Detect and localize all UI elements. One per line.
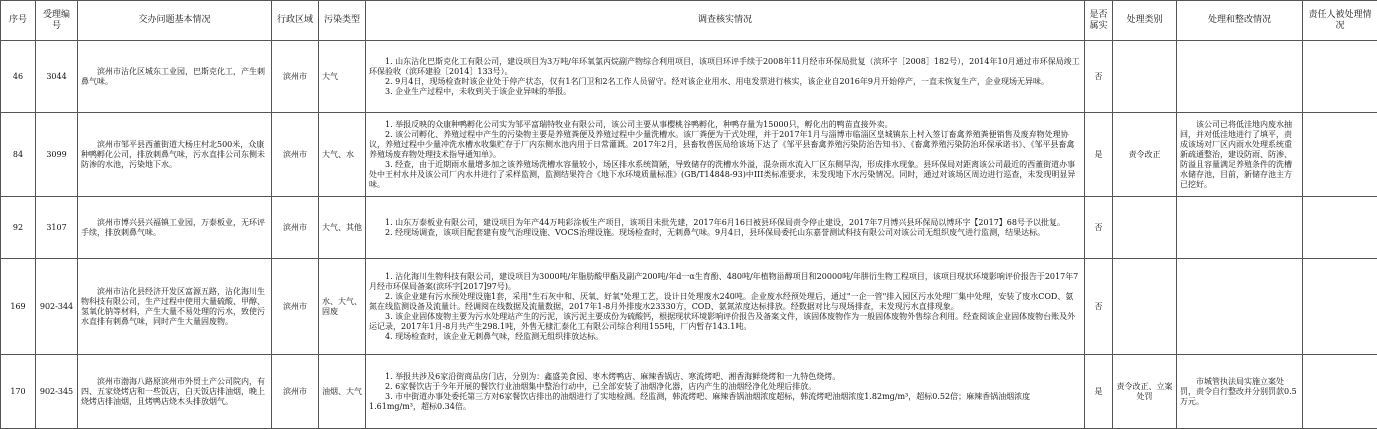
cell-accountability [1303, 113, 1377, 197]
investigation-line: 2. 9月4日，现场检查时该企业处于停产状态，仅有1名门卫和2名工作人员留守。经对该企业用水、用电发票进行核实，该企业自2016年9月开始停产，一直未恢复生产，企业现场无异味。 [385, 76, 1049, 86]
cell-pollution: 油烟、大气 [319, 355, 366, 429]
cell-region: 滨州市 [272, 259, 319, 355]
investigation-line: 1. 举报反映的众康种鸭孵化公司实为邹平富瑞特牧业有限公司，该公司主要从事樱桃谷鸭孵化，种鸭存量为15000只，孵化出的鸭苗直接外卖。 [385, 119, 893, 129]
investigation-line: 3. 该企业固体废物主要为污水处理站产生的污泥，该污泥主要成份为硫酸钙，根据现状环境影响评价报告及备案文件，该固体废物作为一般固体废物外售综合利用。经查阅该企业固体废物台账及外运记录，2017年1月-8月共产生298.1吨，外售无棣汇泰化工有限公司综合利用155吨，厂内暂存143.1吨。 [369, 311, 1076, 331]
cell-region: 滨州市 [272, 113, 319, 197]
cell-investigation [366, 259, 1085, 355]
header-category: 处理类别 [1113, 1, 1177, 41]
header-rectify: 处理和整改情况 [1177, 1, 1303, 41]
cell-region: 滨州市 [272, 41, 319, 113]
investigation-line: 3. 市中街道办事处委托第三方对6家餐饮店排出的油烟进行了实地检测。经监测，韩流烤吧、麻辣香锅油烟浓度超标，韩流烤吧油烟浓度1.82mg/m³，超标0.52倍；麻辣香锅油烟浓度1.61mg/m³，超标0.34倍。 [369, 391, 1031, 411]
header-problem: 交办问题基本情况 [78, 1, 272, 41]
cell-category: 责令改正 [1113, 113, 1177, 197]
cell-investigation [366, 355, 1085, 429]
cell-accountability [1303, 355, 1377, 429]
cell-pollution: 大气 [319, 41, 366, 113]
cell-problem: 滨州市沾化区城东工业园，巴斯克化工，产生刺鼻气味。 [78, 41, 272, 113]
investigation-line: 2. 该公司孵化、养殖过程中产生的污染物主要是养殖粪便及养殖过程中少量洗槽水。该厂粪便为干式处理，并于2017年1月与淄博市临淄区皇城镇东上村入签订畜禽养殖粪便销售及废弃物处理协议，养殖过程中少量冲洗水槽水收集贮存于厂内东侧水池内用于日常灌溉。2017年2月，县畜牧兽医局给该场下达了《邹平县畜禽养殖污染防治告知书》、《畜禽养殖污染防治环保承诺书》、《邹平县畜禽养殖场废弃物处理技术指导通知单》。 [369, 129, 1075, 159]
cell-seq: 170 [1, 355, 36, 429]
cell-id: 3099 [36, 113, 78, 197]
investigation-line: 3. 企业生产过程中，未收到关于该企业异味的举报。 [385, 86, 572, 96]
cell-category: 责令改正、立案处罚 [1113, 355, 1177, 429]
investigation-line: 1. 山东万泰板业有限公司，建设项目为年产44万吨彩涂板生产项目，该项目未批先建，2017年6月16日被县环保局责令停止建设，2017年7月博兴县环保局以博环字【2017】68号予以批复。 [385, 217, 1065, 227]
cell-true: 否 [1085, 197, 1113, 259]
table-row [1, 41, 1377, 113]
cell-accountability [1303, 197, 1377, 259]
cell-id: 902-344 [36, 259, 78, 355]
cell-seq: 84 [1, 113, 36, 197]
cell-problem: 滨州市博兴县兴福镇工业园，万泰板业，无环评手续，排放刺鼻气味。 [78, 197, 272, 259]
cell-id: 3044 [36, 41, 78, 113]
cell-region: 滨州市 [272, 197, 319, 259]
cell-investigation [366, 113, 1085, 197]
cell-true: 是 [1085, 113, 1113, 197]
cell-problem: 滨州市沾化县经济开发区富源五路，沾化海川生物科技有限公司，生产过程中使用大量硫酸、甲醇、氢氧化钠等材料，产生大量不易处理的污水，致使污水直排有刺鼻气味，同时产生大量固废物。 [78, 259, 272, 355]
cell-pollution: 水、大气、固废 [319, 259, 366, 355]
cell-rectify: 该公司已将低洼地内废水抽回，并对低洼地进行了填平，责成该场对厂区内雨水处理系统重新疏通整治，建设防雨、防渗、防溢且容量满足养殖条件的洗槽水储存池，目前，新储存池主方已挖好。 [1177, 113, 1303, 197]
investigation-line: 1. 沾化海川生物科技有限公司，建设项目为3000吨/年脂肪酸甲酯及副产200吨/年d一α生育酚、480吨/年植物甾醇项目和20000吨/年肼衍生物工程项目，该项目现状环境影响评价报告于2017年7月经市环保局备案(滨环字[2017]97号)。 [369, 271, 1079, 291]
investigation-line: 2. 6家餐饮店于今年开展的餐饮行业油烟集中整治行动中，已全部安装了油烟净化器，店内产生的油烟经净化处理后排放。 [385, 381, 817, 391]
cell-problem: 滨州市渤海八路原滨州市外贸土产公司院内，有四、五家烧烤店和一些饭店，白天饭店排油烟，晚上烧烤店排油烟，且烤鸭店烧木头排放烟气。 [78, 355, 272, 429]
table-row [1, 355, 1377, 429]
cell-rectify: 市城管执法局实施立案处罚，责令自行整改并分别罚款0.5万元。 [1177, 355, 1303, 429]
cell-id: 902-345 [36, 355, 78, 429]
cell-accountability [1303, 259, 1377, 355]
investigation-line: 3. 经查，由于近期雨水量增多加之该养殖场洗槽水容量较小，场区排水系统简陋，导致储存的洗槽水外溢，混杂雨水流入厂区东侧旱沟，形成排水现象。县环保局对距离该公司最近的西董街道办事处中王村水井及该公司厂内水井进行了采样监测，监测结果符合《地下水环境质量标准》(GB/T14848-93)中III类标准要求，未发现地下水污染情况。同时，通过对该场区周边进行巡查，未发现明显异味。 [369, 159, 1076, 189]
cell-pollution: 大气、其他 [319, 197, 366, 259]
cell-rectify [1177, 197, 1303, 259]
header-true: 是否属实 [1085, 1, 1113, 41]
cell-rectify [1177, 41, 1303, 113]
header-accountability: 责任人被处理情况 [1303, 1, 1377, 41]
header-seq: 序号 [1, 1, 36, 41]
table-row [1, 113, 1377, 197]
header-pollution: 污染类型 [319, 1, 366, 41]
cell-true: 否 [1085, 41, 1113, 113]
cell-true: 否 [1085, 259, 1113, 355]
cell-accountability [1303, 41, 1377, 113]
cell-seq: 169 [1, 259, 36, 355]
header-investigation: 调查核实情况 [366, 1, 1085, 41]
header-region: 行政区域 [272, 1, 319, 41]
cell-problem: 滨州市邹平县西董街道大杨庄村北500米，众康种鸭孵化公司，排放刺鼻气味，污水直排公司东侧未防渗的水池，污染地下水。 [78, 113, 272, 197]
investigation-line: 1. 山东沾化巴斯克化工有限公司，建设项目为3万吨/年环氧氯丙烷副产物综合利用项目，该项目环评手续于2008年11月经市环保局批复（滨环字［2008］182号），2014年10月通过市环保局竣工环保验收（滨环建验［2014］133号）。 [369, 56, 1080, 76]
cell-seq: 46 [1, 41, 36, 113]
investigation-line: 2. 经现场调查，该项目配套建有废气治理设施、VOCS治理设施。现场检查时，无刺鼻气味。9月4日，县环保局委托山东嘉誉测试科技有限公司对该公司无组织废气进行监测，结果达标。 [385, 227, 1046, 237]
investigation-line: 1. 举报共涉及6家沿街商品房门店，分别为：鑫盛美食园、枣木烤鸭店、麻辣香锅店、寒流烤吧、湘香海鲜烧烤和一九特色烧烤。 [385, 371, 841, 381]
cell-category [1113, 197, 1177, 259]
cell-pollution: 大气、水 [319, 113, 366, 197]
header-id: 受理编号 [36, 1, 78, 41]
cell-investigation [366, 41, 1085, 113]
cell-rectify [1177, 259, 1303, 355]
investigation-line: 2. 该企业建有污水预处理设施1套，采用"生石灰中和、厌氧、好氧"处理工艺，设计日处理废水240吨。企业废水经预处理后，通过"一企一管"排入园区污水处理厂集中处理，安装了废水COD、氨氮在线监测设备及流量计。经调阅在线数据及流量数据，2017年1-8月外排废水23330方，COD、氨氮浓度达标排放。经数据对比与现场排查，未发现污水直排现象。 [369, 291, 1074, 311]
cell-region: 滨州市 [272, 355, 319, 429]
cell-category [1113, 41, 1177, 113]
header-row [1, 1, 1377, 41]
table-row [1, 259, 1377, 355]
cell-category [1113, 259, 1177, 355]
cell-id: 3107 [36, 197, 78, 259]
investigation-line: 4. 现场检查时，该企业无刺鼻气味，经监测无组织排放达标。 [385, 331, 604, 341]
table-row [1, 197, 1377, 259]
cell-seq: 92 [1, 197, 36, 259]
cell-true: 是 [1085, 355, 1113, 429]
cell-investigation [366, 197, 1085, 259]
